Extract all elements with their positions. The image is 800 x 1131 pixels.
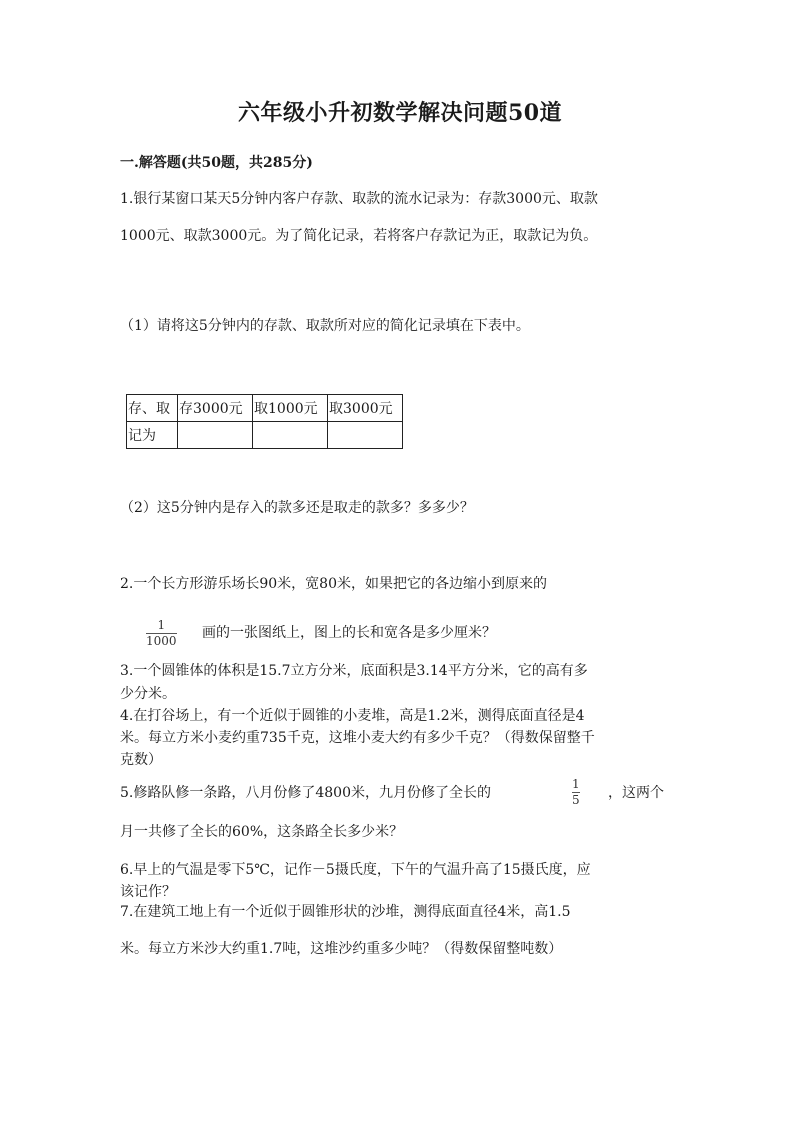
- q1-line-1: 1.银行某窗口某天5分钟内客户存款、取款的流水记录为：存款3000元、取款: [120, 191, 598, 207]
- table-row: [127, 395, 403, 422]
- q4-line-3: 克数）: [120, 752, 162, 768]
- q1-part-2: （2）这5分钟内是存入的款多还是取走的款多？多多少？: [120, 500, 474, 516]
- q4-line-2: 米。每立方米小麦约重735千克，这堆小麦大约有多少千克？（得数保留整千: [120, 730, 595, 746]
- fraction-numerator: 1: [572, 777, 580, 791]
- q1-part-1: （1）请将这5分钟内的存款、取款所对应的简化记录填在下表中。: [120, 318, 530, 334]
- q2-fraction: [146, 619, 177, 648]
- section-heading: 一.解答题(共50题，共285分): [120, 155, 313, 171]
- page-title: 六年级小升初数学解决问题50道: [237, 100, 563, 126]
- fraction-numerator: 1: [157, 618, 166, 632]
- table-cell: 记为: [127, 422, 178, 449]
- q3-line-1: 3.一个圆锥体的体积是15.7立方分米，底面积是3.14平方分米，它的高有多: [120, 663, 588, 679]
- table-header-cell: 取3000元: [328, 395, 403, 422]
- q2-line-2: 画的一张图纸上，图上的长和宽各是多少厘米？: [202, 625, 496, 641]
- q3-line-2: 少分米。: [120, 686, 176, 702]
- q5-line-1: 5.修路队修一条路，八月份修了4800米，九月份修了全长的: [120, 785, 491, 801]
- q1-line-2: 1000元、取款3000元。为了简化记录，若将客户存款记为正，取款记为负。: [120, 228, 598, 244]
- table-cell: [328, 422, 403, 449]
- q7-line-2: 米。每立方米沙大约重1.7吨，这堆沙约重多少吨？（得数保留整吨数）: [120, 941, 563, 957]
- q5-line-1-end: ，这两个: [608, 785, 664, 801]
- q6-line-2: 该记作？: [120, 884, 176, 900]
- record-table: [126, 394, 403, 449]
- q2-line-1: 2.一个长方形游乐场长90米，宽80米，如果把它的各边缩小到原来的: [120, 576, 547, 592]
- table-cell: [178, 422, 253, 449]
- table-row: [127, 422, 403, 449]
- table-cell: [253, 422, 328, 449]
- q6-line-1: 6.早上的气温是零下5℃，记作－5摄氏度，下午的气温升高了15摄氏度，应: [120, 862, 591, 878]
- fraction-denominator: 5: [572, 793, 580, 807]
- table-header-cell: 存、取: [127, 395, 178, 422]
- q5-fraction: [572, 778, 580, 807]
- q5-line-2: 月一共修了全长的60%，这条路全长多少米？: [120, 824, 404, 840]
- table-header-cell: 取1000元: [253, 395, 328, 422]
- q7-line-1: 7.在建筑工地上有一个近似于圆锥形状的沙堆，测得底面直径4米，高1.5: [120, 904, 571, 920]
- fraction-denominator: 1000: [146, 634, 177, 648]
- table-header-cell: 存3000元: [178, 395, 253, 422]
- q4-line-1: 4.在打谷场上，有一个近似于圆锥的小麦堆，高是1.2米，测得底面直径是4: [120, 708, 585, 724]
